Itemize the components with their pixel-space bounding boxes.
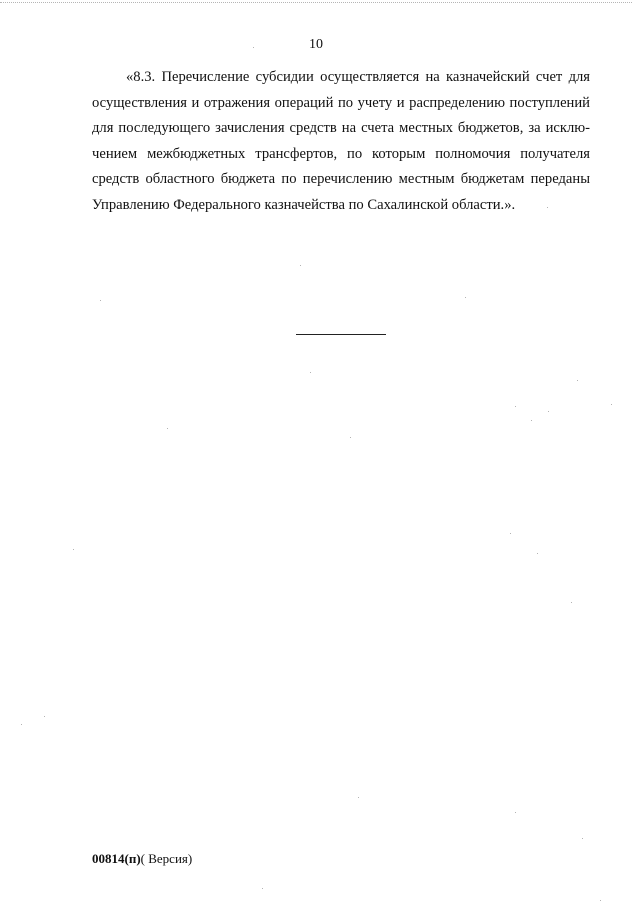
document-code [92,851,192,867]
end-of-text-separator [296,334,386,335]
document-code-number: 00814(п) [92,851,141,866]
page-number: 10 [309,37,323,52]
page-top-edge [0,2,632,3]
paragraph-line: для последующего зачисления средств на счета местных бюджетов, за исклю- [92,120,590,137]
document-version-label: ( Версия) [140,851,193,866]
paragraph-line: осуществления и отражения операций по учету и распределению поступлений [92,94,590,111]
paragraph-line: Управлению Федерального казначейства по Сахалинской области.». [92,196,516,213]
paragraph-8-3 [92,65,590,219]
paragraph-line: чением межбюджетных трансфертов, по которым полномочия получателя [92,145,590,162]
paragraph-line: «8.3. Перечисление субсидии осуществляется на казначейский счет для [126,69,590,85]
paragraph-line: средств областного бюджета по перечислению местным бюджетам переданы [92,171,590,188]
